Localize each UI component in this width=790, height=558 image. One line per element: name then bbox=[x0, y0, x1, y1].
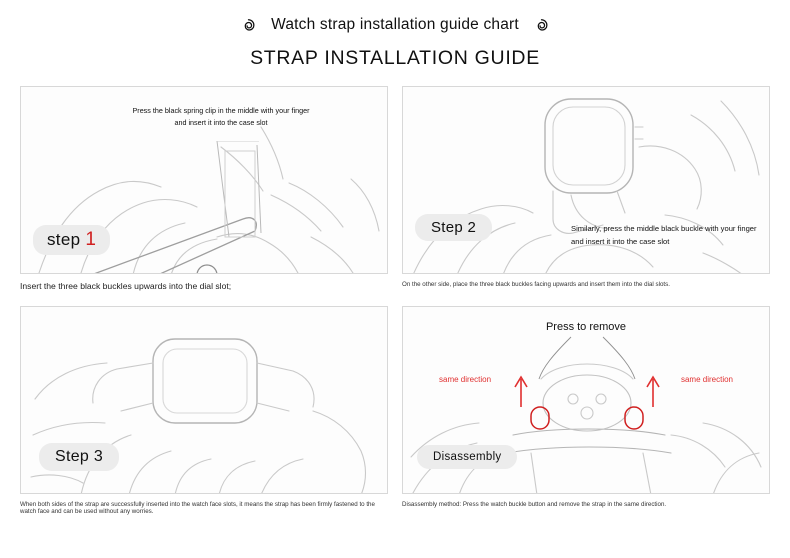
step-cell-2 bbox=[402, 86, 770, 292]
step-cell-1 bbox=[20, 86, 388, 292]
step-1-caption: Insert the three black buckles upwards into the dial slot; bbox=[20, 281, 232, 291]
header-title-row bbox=[0, 16, 790, 34]
step-1-badge bbox=[33, 225, 110, 255]
step-cell-4 bbox=[402, 306, 770, 517]
step-cell-3 bbox=[20, 306, 388, 517]
steps-row-1 bbox=[0, 86, 790, 292]
step-2-badge: Step 2 bbox=[415, 214, 492, 241]
step-4-direction-right-label: same direction bbox=[680, 374, 733, 384]
step-2-image-panel bbox=[402, 86, 770, 274]
step-1-badge-number: 1 bbox=[85, 229, 97, 250]
step-4-press-to-remove-label: Press to remove bbox=[545, 320, 627, 333]
step-1-badge-label: step bbox=[47, 230, 81, 249]
step-2-overlay-note: Similarly, press the middle black buckle with your finger and insert it into the case slot bbox=[571, 224, 757, 247]
step-4-image-panel bbox=[402, 306, 770, 494]
page-subtitle: STRAP INSTALLATION GUIDE bbox=[250, 47, 540, 69]
spiral-icon bbox=[533, 17, 550, 34]
step-1-overlay-note: Press the black spring clip in the middle with your finger and insert it into the case slot bbox=[132, 106, 310, 128]
steps-grid bbox=[0, 86, 790, 516]
step-1-image-panel bbox=[20, 86, 388, 274]
step-2-caption: On the other side, place the three black buckles facing upwards and insert them into the dial slots. bbox=[402, 281, 670, 288]
step-4-badge: Disassembly bbox=[417, 445, 517, 469]
step-4-caption: Disassembly method: Press the watch buckle button and remove the strap in the same direction. bbox=[402, 500, 667, 508]
step-4-direction-left-label: same direction bbox=[439, 374, 492, 384]
spiral-icon bbox=[240, 17, 257, 34]
page-header bbox=[0, 0, 790, 70]
step-3-caption: When both sides of the strap are successfully inserted into the watch face slots, it means the strap has been firmly fastened to the watch face and can be used without any worries. bbox=[20, 500, 375, 516]
steps-row-2 bbox=[0, 306, 790, 517]
step-3-image-panel bbox=[20, 306, 388, 494]
step-3-badge: Step 3 bbox=[39, 443, 119, 471]
page-title: Watch strap installation guide chart bbox=[271, 16, 519, 33]
